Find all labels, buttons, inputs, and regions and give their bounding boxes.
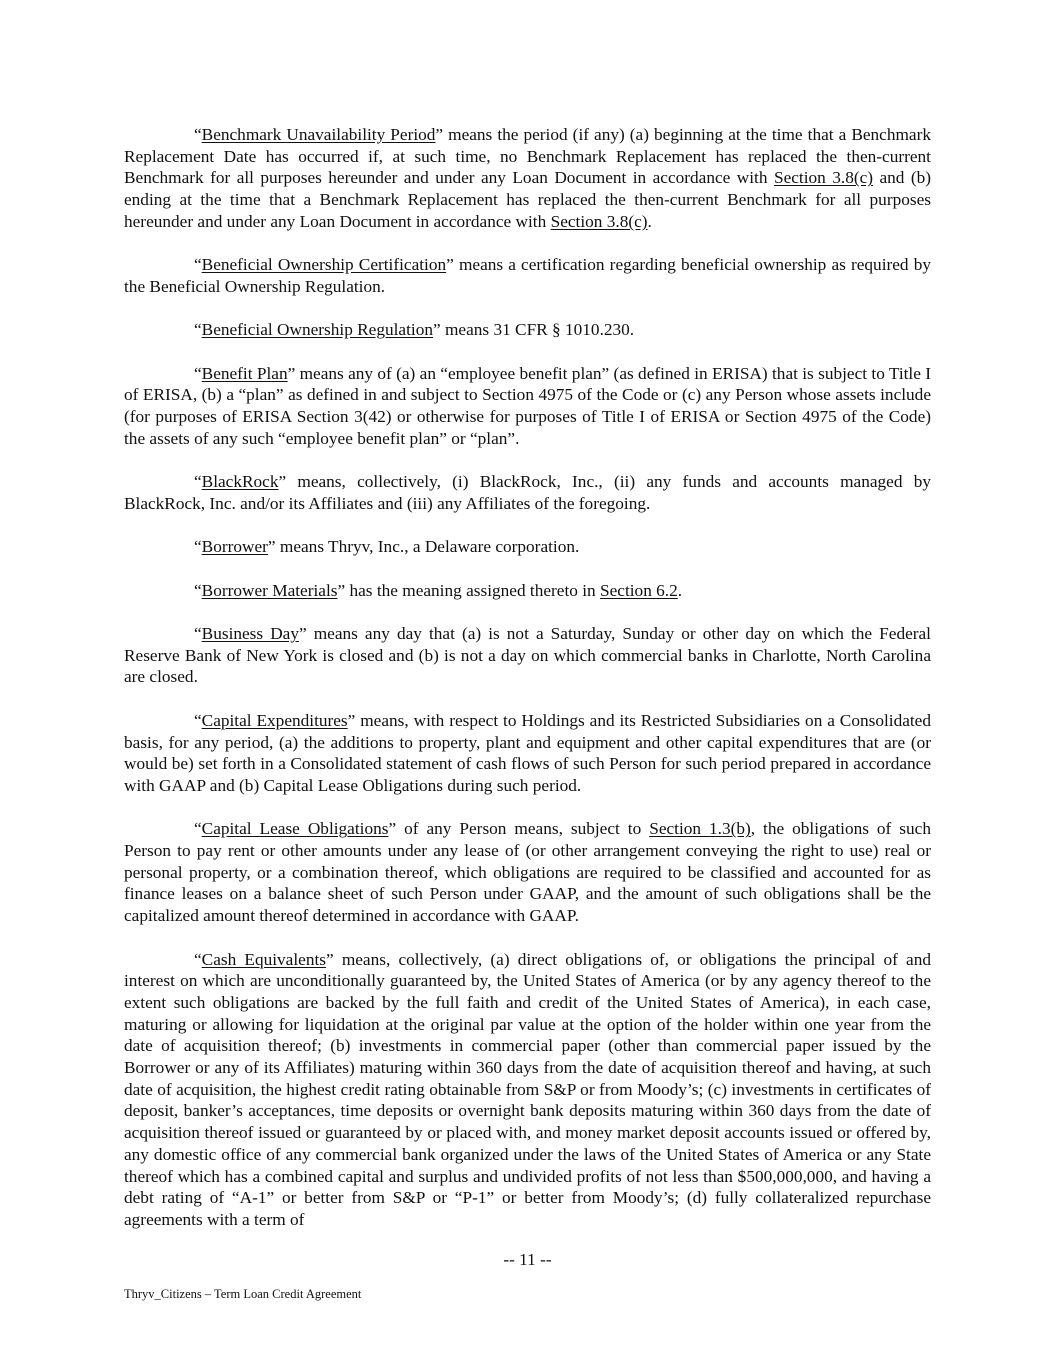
defined-term: Borrower bbox=[201, 537, 268, 557]
defined-term: Cash Equivalents bbox=[201, 949, 326, 969]
defined-term: Borrower Materials bbox=[201, 580, 338, 600]
definition-paragraph: “Beneficial Ownership Regulation” means 31 CFR § 1010.230. bbox=[194, 320, 635, 340]
definition-paragraph: “Borrower” means Thryv, Inc., a Delaware corporation. bbox=[194, 537, 580, 557]
defined-term: Beneficial Ownership Regulation bbox=[201, 320, 433, 340]
defined-term: Capital Expenditures bbox=[201, 710, 348, 730]
section-reference: Section 3.8(c) bbox=[773, 168, 874, 188]
definition-paragraph: “Benefit Plan” means any of (a) an “employee benefit plan” (as defined in ERISA) that is subject to Title I of ERISA, (b) a “plan” as defined in and subject to Section 4975 of the Code or (c) any Person whose assets include (for purposes of ERISA Section 3(42) or otherwise for purposes of Title I of ERISA or Section 4975 of the Code) the assets of any such “employee benefit plan” or “plan”. bbox=[124, 363, 931, 448]
definitions-body bbox=[124, 124, 931, 1252]
document-footer: Thryv_Citizens – Term Loan Credit Agreement bbox=[124, 1287, 362, 1301]
section-reference: Section 1.3(b) bbox=[649, 819, 751, 839]
section-reference: Section 3.8(c) bbox=[550, 211, 648, 231]
defined-term: Capital Lease Obligations bbox=[201, 819, 389, 839]
defined-term: Benefit Plan bbox=[201, 363, 288, 383]
defined-term: Benchmark Unavailability Period bbox=[201, 125, 436, 144]
defined-term: BlackRock bbox=[201, 472, 279, 492]
page-number: -- 11 -- bbox=[503, 1250, 552, 1269]
defined-term: Beneficial Ownership Certification bbox=[201, 255, 447, 275]
defined-term: Business Day bbox=[201, 624, 299, 644]
definition-paragraph: “Business Day” means any day that (a) is not a Saturday, Sunday or other day on which the Federal Reserve Bank of New York is closed and (b) is not a day on which commercial banks in Charlotte, North Carolina are closed. bbox=[124, 624, 931, 687]
definition-paragraph: “Benchmark Unavailability Period” means the period (if any) (a) beginning at the time that a Benchmark Replacement Date has occurred if, at such time, no Benchmark Replacement has replaced the then-current Benchmark for all purposes hereunder and under any Loan Document in accordance with Section 3.8(c) and (b) ending at the time that a Benchmark Replacement has replaced the then-current Benchmark for all purposes hereunder and under any Loan Document in accordance with Section 3.8(c). bbox=[124, 125, 932, 231]
definition-paragraph: “Capital Expenditures” means, with respect to Holdings and its Restricted Subsidiaries on a Consolidated basis, for any period, (a) the additions to property, plant and equipment and other capital expenditures that are (or would be) set forth in a Consolidated statement of cash flows of such Person for such period prepared in accordance with GAAP and (b) Capital Lease Obligations during such period. bbox=[124, 710, 931, 795]
definition-paragraph: “Capital Lease Obligations” of any Person means, subject to Section 1.3(b), the obligations of such Person to pay rent or other amounts under any lease of (or other arrangement conveying the right to use) real or personal property, or a combination thereof, which obligations are required to be classified and accounted for as finance leases on a balance sheet of such Person under GAAP, and the amount of such obligations shall be the capitalized amount thereof determined in accordance with GAAP. bbox=[124, 819, 931, 926]
definition-paragraph: “Cash Equivalents” means, collectively, (a) direct obligations of, or obligations the principal of and interest on which are unconditionally guaranteed by, the United States of America (or by any agency thereof to the extent such obligations are backed by the full faith and credit of the United States of America), in each case, maturing or allowing for liquidation at the original par value at the option of the holder within one year from the date of acquisition thereof; (b) investments in commercial paper (other than commercial paper issued by the Borrower or any of its Affiliates) maturing within 360 days from the date of acquisition thereof and having, at such date of acquisition, the highest credit rating obtainable from S&P or from Moody’s; (c) investments in certificates of deposit, banker’s acceptances, time deposits or overnight bank deposits maturing within 360 days from the date of acquisition thereof issued or guaranteed by or placed with, and money market deposit accounts issued or offered by, any domestic office of any commercial bank organized under the laws of the United States of America or any State thereof which has a combined capital and surplus and undivided profits of not less than $500,000,000, and having a debt rating of “A-1” or better from S&P or “P-1” or better from Moody’s; (d) fully collateralized repurchase agreements with a term of bbox=[124, 949, 931, 1229]
definition-paragraph: “Borrower Materials” has the meaning assigned thereto in Section 6.2. bbox=[194, 580, 683, 600]
section-reference: Section 6.2 bbox=[600, 580, 678, 600]
definition-paragraph: “BlackRock” means, collectively, (i) BlackRock, Inc., (ii) any funds and accounts managed by BlackRock, Inc. and/or its Affiliates and (iii) any Affiliates of the foregoing. bbox=[124, 472, 931, 513]
definition-paragraph: “Beneficial Ownership Certification” means a certification regarding beneficial ownership as required by the Beneficial Ownership Regulation. bbox=[124, 255, 931, 296]
